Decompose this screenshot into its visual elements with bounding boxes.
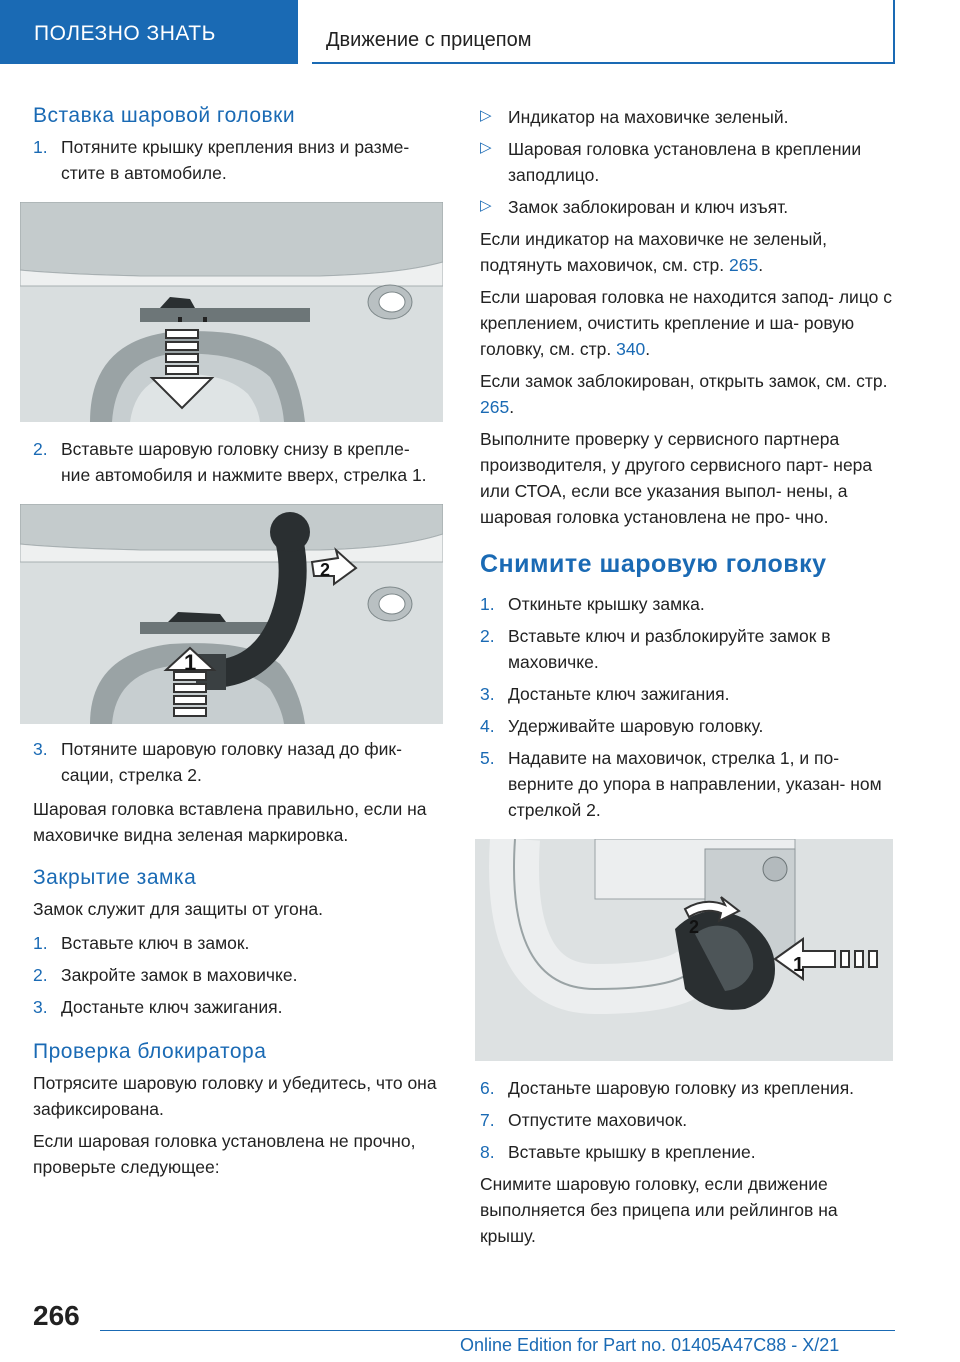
page-number: 266 [33,1300,80,1331]
remove-step-4: 4. Удерживайте шаровую головку. [480,716,764,736]
paragraph-flush: Если шаровая головка не находится запод- лицо с креплением, очистить крепление и ша- ровую головку, см. стр. 340. [480,287,892,359]
footer-divider [100,1330,895,1331]
remove-step-7: 7. Отпустите маховичок. [480,1110,688,1130]
illustration-bumper-socket [20,202,443,422]
heading-lock: Закрытие замка [33,866,197,889]
insert-step-3: 3. Потяните шаровую головку назад до фик- сации, стрелка 2. [33,739,402,785]
page-link-340[interactable]: 340 [616,339,646,359]
section-title: ПОЛЕЗНО ЗНАТЬ [34,22,216,45]
remove-step-6: 6. Достаньте шаровую головку из крепления. [480,1078,855,1098]
lock-step-3: 3. Достаньте ключ зажигания. [33,997,283,1017]
check-paragraph-2: Если шаровая головка установлена не прочно, проверьте следующее: [33,1131,416,1177]
check-bullet-2: ▷ Шаровая головка установлена в креплении заподлицо. [480,139,862,185]
illustration-handwheel [475,839,893,1061]
handwheel-arrow-2-label: 2 [689,917,700,937]
remove-step-2: 2. Вставьте ключ и разблокируйте замок в маховичке. [480,626,831,672]
page-link-265[interactable]: 265 [729,255,759,275]
remove-note: Снимите шаровую головку, если движение выполняется без прицепа или рейлингов на крышу. [480,1174,838,1246]
insert-note: Шаровая головка вставлена правильно, если на маховичке видна зеленая маркировка. [33,799,427,845]
arrow-2-label: 2 [320,560,331,580]
topic-header [312,0,895,64]
illustration-insert-ball-head [20,504,443,724]
remove-step-1: 1. Откиньте крышку замка. [480,594,705,614]
insert-step-2: 2. Вставьте шаровую головку снизу в крепле- ние автомобиля и нажмите вверх, стрелка 1. [33,439,427,485]
heading-check: Проверка блокиратора [33,1040,267,1063]
topic-title: Движение с прицепом [326,29,532,51]
footer-edition: Online Edition for Part no. 01405A47C88 - X/21 [460,1335,840,1355]
heading-remove: Снимите шаровую головку [480,550,827,578]
right-column [480,98,895,1249]
check-bullet-1: ▷ Индикатор на маховичке зеленый. [480,107,789,127]
lock-intro: Замок служит для защиты от угона. [33,899,323,919]
insert-step-1: 1. Потяните крышку крепления вниз и разме- стите в автомобиле. [33,137,410,183]
remove-step-8: 8. Вставьте крышку в крепление. [480,1142,756,1162]
paragraph-lock-open: Если замок заблокирован, открыть замок, см. стр. 265. [480,371,888,417]
paragraph-indicator: Если индикатор на маховичке не зеленый, подтянуть маховичок, см. стр. 265. [480,229,828,275]
page-link-265-b[interactable]: 265 [480,397,510,417]
heading-insert: Вставка шаровой головки [33,104,296,127]
lock-step-2: 2. Закройте замок в маховичке. [33,965,298,985]
check-bullet-3: ▷ Замок заблокирован и ключ изъят. [480,197,789,217]
check-paragraph-1: Потрясите шаровую головку и убедитесь, что она зафиксирована. [33,1073,437,1119]
paragraph-service: Выполните проверку у сервисного партнера производителя, у другого сервисного парт- нера или СТОА, если все указания выпол- нены, а шаровая головка установлена не про- чно. [480,429,873,527]
lock-step-1: 1. Вставьте ключ в замок. [33,933,250,953]
left-column [33,98,443,1180]
handwheel-arrow-1-label: 1 [793,954,805,976]
remove-step-5: 5. Надавите на маховичок, стрелка 1, и по- верните до упора в направлении, указан- ном стрелкой 2. [480,748,882,820]
section-tab [0,0,298,64]
arrow-1-label: 1 [184,650,197,675]
remove-step-3: 3. Достаньте ключ зажигания. [480,684,730,704]
